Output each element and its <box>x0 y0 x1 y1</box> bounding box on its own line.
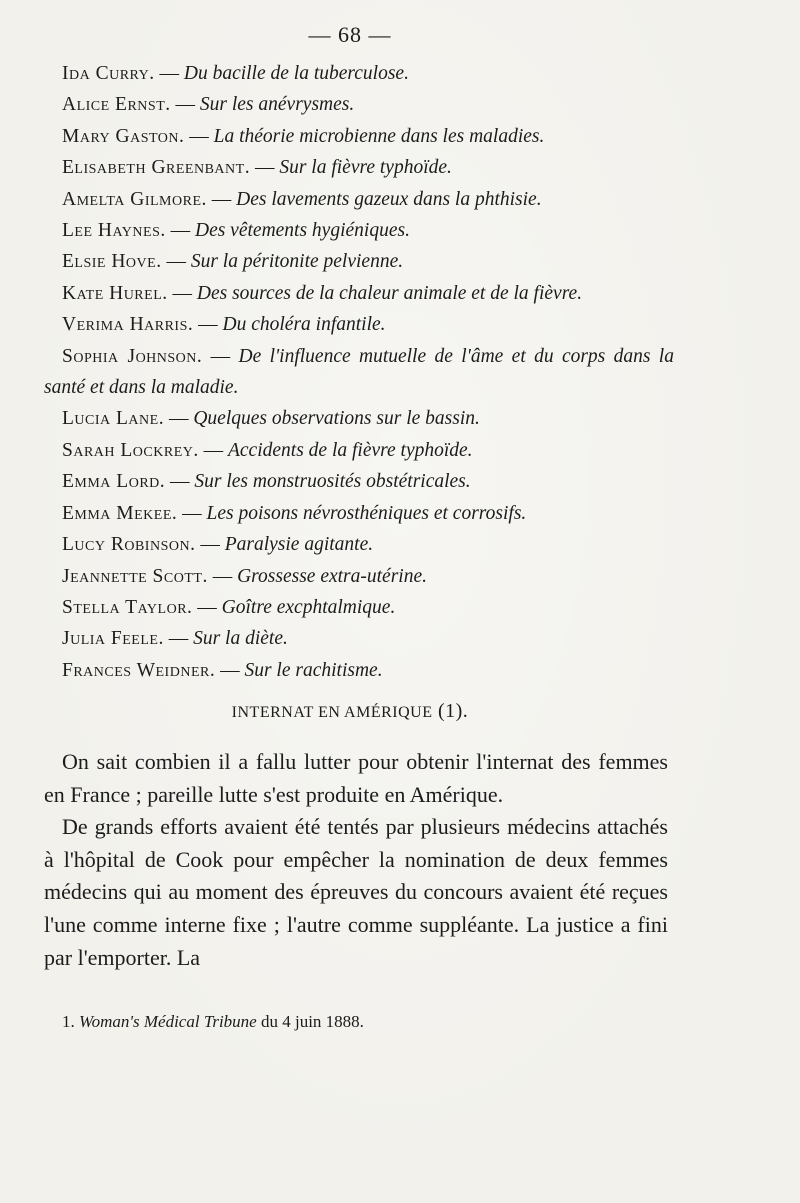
thesis-separator: — <box>177 502 207 524</box>
thesis-entry <box>44 152 674 183</box>
thesis-entry <box>44 655 674 686</box>
thesis-separator: — <box>192 596 222 618</box>
thesis-author: Elisabeth Greenbant. <box>62 157 251 179</box>
thesis-author: Julia Feele. <box>62 628 164 650</box>
thesis-title: Des sources de la chaleur animale et de la fièvre. <box>196 282 583 304</box>
paragraph: On sait combien il a fallu lutter pour obtenir l'internat des femmes en France ; pareille lutte s'est produite en Amérique. <box>44 749 668 807</box>
thesis-title: Sur la fièvre typhoïde. <box>279 157 452 179</box>
thesis-entry <box>44 341 674 404</box>
thesis-author: Frances Weidner. <box>62 659 216 681</box>
thesis-title: Sur la diète. <box>193 628 288 650</box>
thesis-title: De l'influence mutuelle de l'âme et du corps dans la santé et dans la maladie. <box>44 345 674 399</box>
thesis-author: Jeannette Scott. <box>62 565 208 587</box>
section-heading-text: INTERNAT EN AMÉRIQUE <box>231 704 433 721</box>
thesis-separator: — <box>206 188 237 210</box>
thesis-author: Sarah Lockrey. <box>62 439 199 461</box>
thesis-entry <box>44 529 674 560</box>
thesis-title: Sur les monstruosités obstétricales. <box>194 471 471 493</box>
thesis-list <box>44 58 674 686</box>
thesis-author: Stella Taylor. <box>62 596 193 618</box>
thesis-entry <box>44 309 674 340</box>
body-text <box>44 746 668 974</box>
thesis-author: Alice Ernst. <box>62 94 171 116</box>
thesis-title: Grossesse extra-utérine. <box>237 565 427 587</box>
thesis-separator: — <box>215 659 245 681</box>
thesis-entry <box>44 184 674 215</box>
thesis-title: Des lavements gazeux dans la phthisie. <box>236 188 542 210</box>
thesis-separator: — <box>170 94 200 116</box>
paragraph: De grands efforts avaient été tentés par plusieurs médecins attachés à l'hôpital de Cook pour empêcher la nomination de deux femmes médecins qui au moment des épreuves du concours avaient été reçues l'une comme interne fixe ; l'autre comme suppléante. La justice a fini par l'emporter. La <box>44 814 668 970</box>
thesis-author: Kate Hurel. <box>62 282 168 304</box>
thesis-separator: — <box>250 157 280 179</box>
thesis-title: La théorie microbienne dans les maladies. <box>213 125 545 147</box>
thesis-separator: — <box>167 282 197 304</box>
thesis-author: Lucia Lane. <box>62 408 165 430</box>
thesis-separator: — <box>207 565 238 587</box>
thesis-entry <box>44 89 674 120</box>
thesis-entry <box>44 623 674 654</box>
thesis-title: Sur la péritonite pelvienne. <box>190 251 404 273</box>
thesis-entry <box>44 403 674 434</box>
thesis-title: Du choléra infantile. <box>222 314 386 336</box>
thesis-title: Goître excphtalmique. <box>221 596 396 618</box>
thesis-title: Quelques observations sur le bassin. <box>193 408 480 430</box>
thesis-title: Sur les anévrysmes. <box>199 94 355 116</box>
thesis-title: Les poisons névrosthéniques et corrosifs. <box>206 502 527 524</box>
footnote-journal: Woman's Médical Tribune <box>79 1012 257 1031</box>
thesis-entry <box>44 278 674 309</box>
thesis-author: Lee Haynes. <box>62 220 166 242</box>
thesis-separator: — <box>165 471 195 493</box>
thesis-author: Lucy Robinson. <box>62 534 196 556</box>
thesis-separator: — <box>195 534 225 556</box>
thesis-separator: — <box>164 408 194 430</box>
thesis-author: Emma Lord. <box>62 471 166 493</box>
thesis-entry <box>44 561 674 592</box>
thesis-entry <box>44 215 674 246</box>
thesis-title: Paralysie agitante. <box>224 534 374 556</box>
thesis-entry <box>44 58 674 89</box>
thesis-separator: — <box>198 439 228 461</box>
thesis-author: Amelta Gilmore. <box>62 188 207 210</box>
thesis-author: Ida Curry. <box>62 63 155 84</box>
thesis-author: Elsie Hove. <box>62 251 162 273</box>
thesis-entry <box>44 498 674 529</box>
thesis-title: Accidents de la fièvre typhoïde. <box>227 439 473 461</box>
section-heading <box>0 700 700 723</box>
thesis-separator: — <box>165 220 195 242</box>
thesis-entry <box>44 435 674 466</box>
thesis-separator: — <box>161 251 191 273</box>
thesis-entry <box>44 466 674 497</box>
thesis-separator: — <box>202 345 239 367</box>
thesis-author: Sophia Johnson. <box>62 345 203 367</box>
thesis-title: Des vêtements hygiéniques. <box>194 220 410 242</box>
thesis-entry <box>44 592 674 623</box>
thesis-entry <box>44 121 674 152</box>
thesis-separator: — <box>163 628 194 650</box>
footnote-reference: (1). <box>432 700 469 722</box>
footnote-text: du 4 juin 1888. <box>256 1012 364 1031</box>
footnote <box>62 1012 364 1032</box>
thesis-author: Verima Harris. <box>62 314 194 336</box>
thesis-entry <box>44 246 674 277</box>
footnote-number: 1. <box>62 1012 79 1031</box>
thesis-separator: — <box>184 125 214 147</box>
page-number: — 68 — <box>308 22 392 47</box>
thesis-author: Emma Mekee. <box>62 502 178 524</box>
thesis-author: Mary Gaston. <box>62 125 185 147</box>
thesis-separator: — <box>154 63 184 84</box>
thesis-separator: — <box>193 314 223 336</box>
thesis-title: Sur le rachitisme. <box>244 659 383 681</box>
thesis-title: Du bacille de la tuberculose. <box>183 63 409 84</box>
